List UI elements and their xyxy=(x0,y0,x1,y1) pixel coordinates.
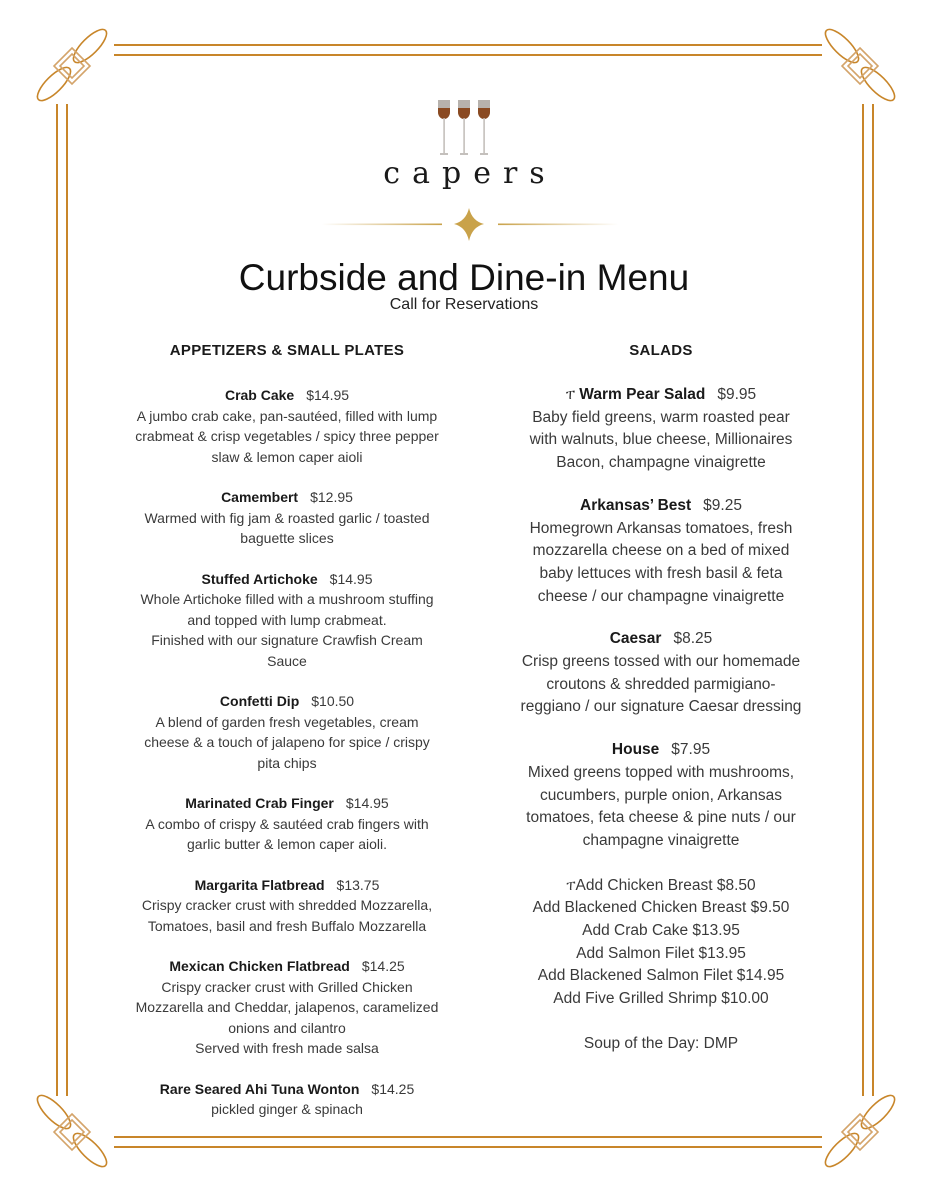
menu-item-description: Whole Artichoke filled with a mushroom stuffing and topped with lump crabmeat. Finished with our signature Crawfish Cream Sauce xyxy=(140,591,434,669)
menu-item-name: Rare Seared Ahi Tuna Wonton xyxy=(159,1080,360,1097)
addon-label: Add Blackened Salmon Filet $14.95 xyxy=(537,967,785,985)
menu-item-price: $14.95 xyxy=(345,795,389,811)
menu-item-price: $8.25 xyxy=(673,630,713,648)
addon-item xyxy=(500,988,822,1011)
menu-item-price: $9.25 xyxy=(703,496,742,514)
menu-item-header xyxy=(106,956,468,977)
menu-item-description: Crispy cracker crust with Grilled Chicken Mozzarella and Cheddar, jalapenos, caramelized onions and cilantro Served with fresh made salsa xyxy=(135,978,439,1056)
vegetarian-mark-icon: ፐ xyxy=(565,387,575,402)
menu-item xyxy=(500,384,822,475)
menu-item-name: Stuffed Artichoke xyxy=(201,570,318,587)
menu-item xyxy=(106,691,468,773)
section-title: SALADS xyxy=(629,342,693,359)
menu-item xyxy=(500,495,822,609)
border-right-inner xyxy=(862,104,864,1096)
page-subtitle: Call for Reservations xyxy=(389,296,539,313)
border-left-outer xyxy=(56,104,58,1096)
soup-of-the-day: Soup of the Day: DMP xyxy=(583,1034,739,1052)
border-top-inner xyxy=(114,54,822,56)
border-left-inner xyxy=(66,104,68,1096)
menu-item-price: $13.75 xyxy=(336,876,380,893)
menu-item xyxy=(106,1079,468,1120)
menu-item-name: Marinated Crab Finger xyxy=(185,795,334,811)
menu-item-name: Camembert xyxy=(221,489,299,505)
menu-item xyxy=(106,385,468,467)
brand-name: capers xyxy=(383,156,557,191)
menu-item-price: $14.25 xyxy=(361,958,405,974)
menu-item-name: House xyxy=(611,741,660,759)
addons-list xyxy=(500,875,822,1011)
corner-ornament-icon xyxy=(32,26,112,106)
addon-item xyxy=(500,943,822,966)
addon-label: Add Five Grilled Shrimp $10.00 xyxy=(553,990,769,1008)
corner-ornament-icon xyxy=(820,1092,900,1172)
menu-item-price: $9.95 xyxy=(717,386,757,403)
menu-item-name: Arkansas’ Best xyxy=(580,496,692,514)
addon-item xyxy=(500,897,822,920)
menu-item-name: Confetti Dip xyxy=(219,693,300,709)
menu-item-price: $14.95 xyxy=(306,387,350,403)
menu-item-price: $14.25 xyxy=(371,1080,415,1097)
border-right-outer xyxy=(872,104,874,1096)
wine-glasses-icon xyxy=(436,96,492,158)
menu-item-name: Caesar xyxy=(609,630,662,648)
menu-item-description: A jumbo crab cake, pan-sautéed, filled with lump crabmeat & crisp vegetables / spicy three pepper slaw & lemon caper aioli xyxy=(135,407,439,465)
menu-item-name: Warm Pear Salad xyxy=(579,386,706,403)
menu-item-header xyxy=(500,739,822,762)
divider-line-left xyxy=(322,224,442,226)
menu-item-name: Crab Cake xyxy=(224,387,295,403)
menu-item-header xyxy=(106,385,468,406)
corner-ornament-icon xyxy=(820,26,900,106)
menu-item-price: $12.95 xyxy=(310,489,353,505)
addon-item xyxy=(500,965,822,988)
menu-item-description: Warmed with fig jam & roasted garlic / toasted baguette slices xyxy=(144,509,430,546)
menu-item-header xyxy=(106,569,468,590)
star-icon xyxy=(454,208,484,241)
addon-label: Add Blackened Chicken Breast $9.50 xyxy=(532,899,790,917)
menu-item xyxy=(106,793,468,855)
vegetarian-mark-icon: ፐ xyxy=(566,877,576,893)
menu-item xyxy=(106,487,468,549)
star-divider xyxy=(0,208,928,242)
border-bottom-inner xyxy=(114,1136,822,1138)
menu-item-description: Crispy cracker crust with shredded Mozzarella, Tomatoes, basil and fresh Buffalo Mozzarella xyxy=(141,897,433,934)
menu-item-description: Baby field greens, warm roasted pear with walnuts, blue cheese, Millionaires Bacon, champagne vinaigrette xyxy=(529,408,793,472)
menu-item xyxy=(106,956,468,1059)
menu-item-header xyxy=(106,875,468,896)
logo xyxy=(0,96,928,191)
menu-item-price: $14.95 xyxy=(329,570,373,587)
menu-item-description: pickled ginger & spinach xyxy=(211,1101,363,1117)
corner-ornament-icon xyxy=(32,1092,112,1172)
border-top-outer xyxy=(114,44,822,46)
menu-item-header xyxy=(500,628,822,651)
menu-item xyxy=(500,628,822,719)
addon-item xyxy=(500,875,822,898)
menu-item xyxy=(106,875,468,937)
menu-item xyxy=(500,739,822,853)
menu-item-description: A blend of garden fresh vegetables, cream cheese & a touch of jalapeno for spice / crispy pita chips xyxy=(144,713,430,771)
border-bottom-outer xyxy=(114,1146,822,1148)
menu-item-description: A combo of crispy & sautéed crab fingers with garlic butter & lemon caper aioli. xyxy=(145,815,429,852)
page-title: Curbside and Dine-in Menu xyxy=(238,257,690,298)
divider-line-right xyxy=(498,224,618,226)
menu-item-price: $10.50 xyxy=(311,693,355,709)
menu-item-description: Homegrown Arkansas tomatoes, fresh mozzarella cheese on a bed of mixed baby lettuces with fresh basil & feta cheese / our champagne vinaigrette xyxy=(529,519,793,605)
menu-item-header xyxy=(500,495,822,518)
menu-item-price: $7.95 xyxy=(671,741,711,759)
addon-label: Add Salmon Filet $13.95 xyxy=(576,944,746,962)
addon-label: Add Crab Cake $13.95 xyxy=(582,922,740,940)
appetizers-section xyxy=(106,340,468,1120)
menu-item-description: Mixed greens topped with mushrooms, cucumbers, purple onion, Arkansas tomatoes, feta cheese & pine nuts / our champagne vinaigrette xyxy=(526,763,796,849)
menu-item-header xyxy=(500,384,822,407)
section-title: APPETIZERS & SMALL PLATES xyxy=(169,342,405,359)
menu-item-name: Margarita Flatbread xyxy=(194,876,325,893)
menu-item-header xyxy=(106,1079,468,1100)
addon-item xyxy=(500,920,822,943)
menu-item-header xyxy=(106,793,468,814)
menu-item-header xyxy=(106,487,468,508)
menu-item xyxy=(106,569,468,672)
addon-label: Add Chicken Breast $8.50 xyxy=(575,876,756,894)
menu-item-name: Mexican Chicken Flatbread xyxy=(169,958,350,974)
menu-item-header xyxy=(106,691,468,712)
salads-section xyxy=(500,340,822,1056)
menu-item-description: Crisp greens tossed with our homemade croutons & shredded parmigiano- reggiano / our signature Caesar dressing xyxy=(520,653,802,716)
